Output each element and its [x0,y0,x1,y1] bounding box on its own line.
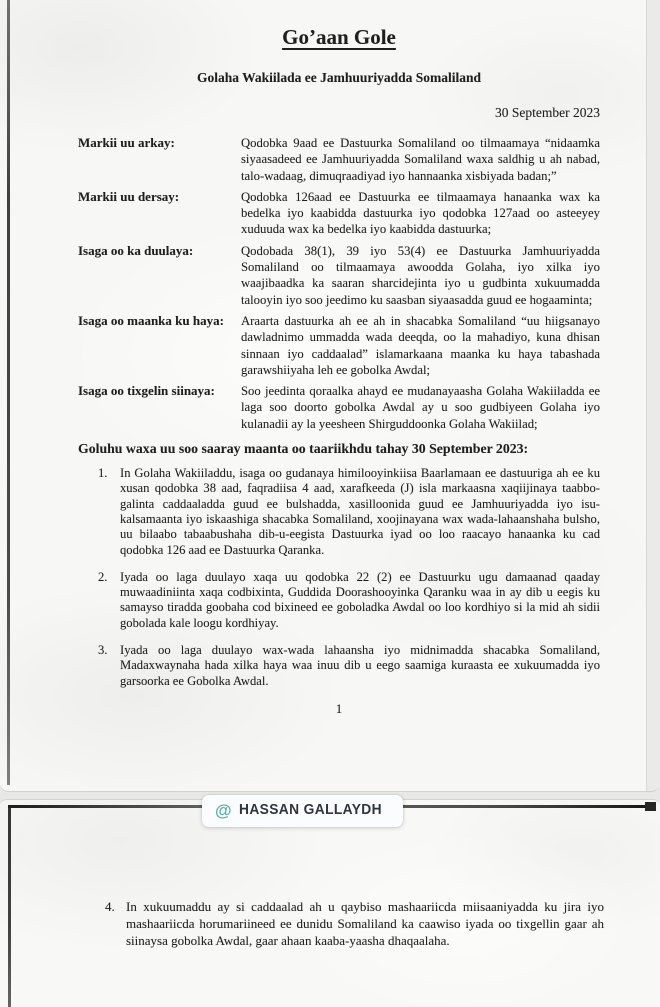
clause-text: Qodobka 9aad ee Dastuurka Somaliland oo tilmaamaya “nidaamka siyaasadeed ee Jamhuuriyadda Somaliland waxa saldhig u ah nabad, talo-wadaag, dimuqraadiyad iyo hannaanka xisbiyada badan;” [241,136,600,183]
page-number: 1 [335,700,343,716]
clause-label: Markii uu arkay: [78,135,175,150]
watermark-name: HASSAN GALLAYDH [238,802,382,819]
clause-row [78,189,600,238]
resolution-list [78,466,600,689]
item-text: Iyada oo laga duulayo xaqa uu qodobka 22 (2) ee Dastuurku ugu damaanad qaaday muwaadiniinta xaqa codbixinta, Guddida Doorashooyinka Qaranku waa in ay dib u eegis ku samayso tiradda goobaha cod bixineed ee goboladka Awdal oo loo kordhiyo si la mid ah sidii gobolada kale loogu kordhiyay. [120,569,600,630]
clause-label: Markii uu dersay: [78,188,180,204]
item-number: 2. [98,569,108,584]
clause-text: Araarta dastuurka ah ee ah in shacabka Somaliland “uu hiigsanayo dawladnimo ummadda wada deeqda, oo la mahadiyo, kuna dhisan sinnaan iyo caddaalad” islamarkaana maanka ku haya tabashada garawshiiyaha leh ee gobolka Awdal; [241,313,600,377]
clause-row [78,313,600,378]
numbered-item [105,898,604,949]
numbered-item [98,466,600,558]
item-text: In xukuumaddu ay si caddaalad ah u qaybiso mashaariicda miisaaniyadda ku jira iyo mashaariicda horumariineed ee dunidu Somaliland ka caawiso iyada oo tixgellin gaar ah siinaysa gobolka Awdal, gaar ahaan kaaba-yaasha dhaqaalaha. [126,899,604,948]
item-text: Iyada oo laga duulayo wax-wada lahaansha iyo midnimadda shacabka Somaliland, Madaxwaynaha hada xilka haya waa inuu dib u eego saamiga kuraasta ee xukuumadda iyo garsoorka ee Gobolka Awdal. [120,643,600,688]
resolution-heading: Goluhu waxa uu soo saaray maanta oo taariikhdu tahay 30 September 2023: [78,441,529,457]
clause-text: Soo jeedinta qoraalka ahayd ee mudanayaasha Golaha Wakiiladda ee laga soo doorto gobolka Awdal ay u soo gudbiyeen Golaha iyo kulanadii ay la yeesheen Shirguddoonka Golaha Wakiilad; [241,384,600,431]
clause-text: Qodobada 38(1), 39 iyo 53(4) ee Dastuurka Jamhuuriyadda Somaliland oo tilmaamaya awoodda Golaha, iyo xilka iyo waajibaadka ka saaran sharcidejinta iyo u gudbinta xukuumadda talooyin iyo soo jeedimo ku saasban siyaasadda guud ee hogaaminta; [241,243,600,307]
clause-label: Isaga oo maanka ku haya: [78,312,224,328]
numbered-item [98,643,600,689]
document-subtitle: Golaha Wakiilada ee Jamhuuriyadda Somaliland [196,70,482,85]
clause-row [78,383,600,432]
item-text: In Golaha Wakiiladdu, isaga oo gudanaya himilooyinkiisa Baarlamaan ee dastuuriga ah ee ku xusan qodobka 38 aad, faqradiisa 4 aad, xarafkeeda (J) isla markaasna xaqiijinaya taabbo-galinta caddaaladda guud ee bulshadda, xasilloonida guud ee Jamhuuriyadda iyo isu-kalsamaanta iyo iskaashiga shacabka Somaliland, xoojinayana wax wada-lahaanshaha bulsho, uu bilaabo tabaabushaha dib-u-eegista Dastuurka iyad oo loo raacayo hanaanka ku cad qodobka 126 aad ee Dastuurka Qaranka. [120,466,600,557]
document-title: Go’aan Gole [282,25,396,49]
item-number: 1. [98,466,108,481]
at-icon: @ [215,801,232,820]
watermark-badge [202,795,403,827]
document-date: 30 September 2023 [495,105,600,120]
page-2 [0,799,660,1007]
clause-label: Isaga oo tixgelin siinaya: [78,383,215,399]
clause-label: Isaga oo ka duulaya: [78,242,194,258]
item-number: 4. [105,899,115,914]
clause-row [78,243,600,308]
clause-text: Qodobka 126aad ee Dastuurka ee tilmaamaya hanaanka wax ka bedelka iyo kaabidda dastuurka iyo qodobka 127aad oo asteeyey xuduuda wax ka bedelka iyo kaabidda dastuurka; [241,189,600,237]
item-number: 3. [98,643,108,658]
numbered-item [98,570,600,631]
clause-row [78,135,600,184]
